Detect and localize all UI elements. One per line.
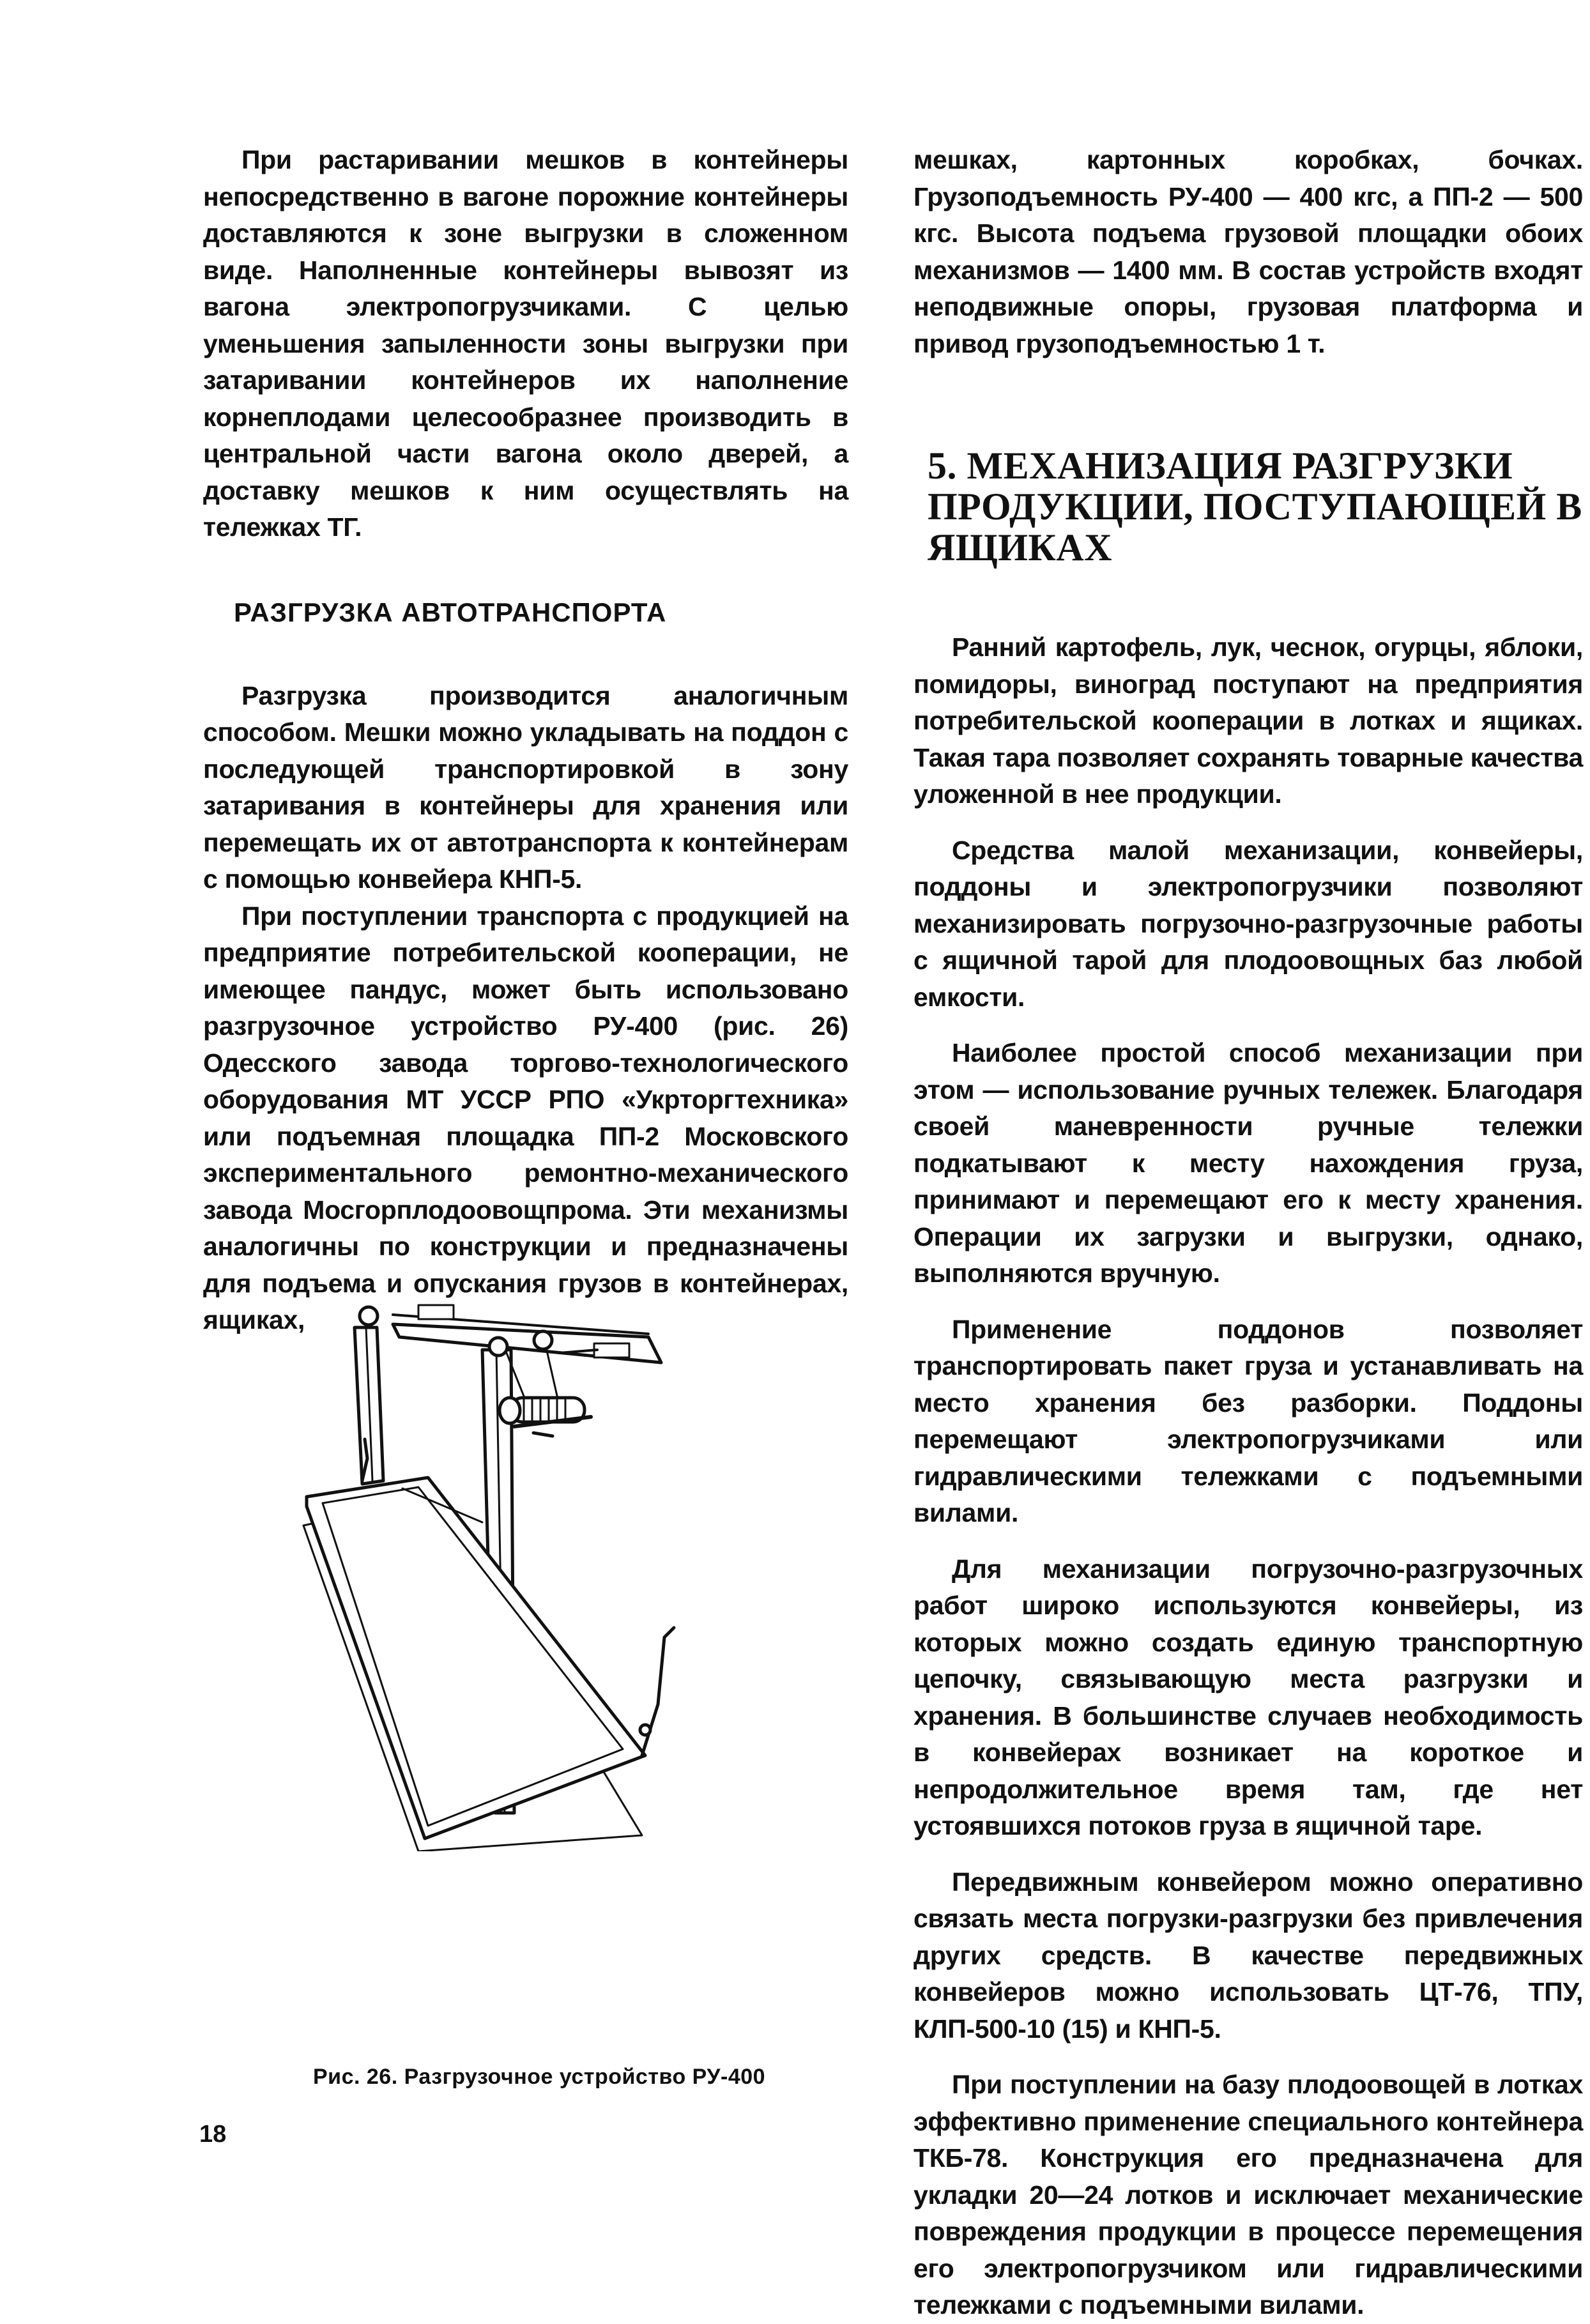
paragraph: Применение поддонов позволяет транспортировать пакет груза и устанавливать на место хранения без разборки. Поддоны перемещают электропогрузчиками или гидравлическими тележками с подъемными вилами. [913,1314,1583,1527]
paragraph: мешках, картонных коробках, бочках. Грузоподъемность РУ-400 — 400 кгс, а ПП-2 — 500 кгс. Высота подъема грузовой площадки обоих механизмов — 1400 мм. В состав устройств входят неподвижные опоры, грузовая платформа и привод грузоподъемностью 1 т. [913,145,1583,358]
wall-bracket [594,1343,629,1357]
paragraph: При поступлении транспорта с продукцией на предприятие потребительской кооперации, не имеющее пандус, может быть использовано разгрузочное устройство РУ-400 (рис. 26) Одесского завода торгово-технологического оборудования МТ УССР РПО «Укрторгтехника» или подъемная площадка ПП-2 Московского экспериментального ремонтно-механического завода Мосгорплодоовощпрома. Эти механизмы аналогичны по конструкции и предназначены для подъема и опускания грузов в контейнерах, ящиках, [203,901,848,1334]
page-number: 18 [199,2121,227,2148]
paragraph: При растаривании мешков в контейнеры непосредственно в вагоне порожние контейнеры доставляются к зоне выгрузки в сложенном виде. Наполненные контейнеры вывозят из вагона электропогрузчиками. С целью уменьшения запыленности зоны выгрузки при затаривании контейнеров их наполнение корнеплодами целесообразнее производить в центральной части вагона около дверей, а доставку мешков к ним осуществлять на тележках ТГ. [203,145,848,542]
unloading-device-illustration [291,1289,767,1851]
pulley-right [489,1338,507,1356]
figure-caption: Рис. 26. Разгрузочное устройство РУ-400 [313,2065,766,2089]
paragraph: Ранний картофель, лук, чеснок, огурцы, яблоки, помидоры, виноград поступают на предприятия потребительской кооперации в лотках и ящиках. Такая тара позволяет сохранять товарные качества уложенной в нее продукции. [913,632,1583,809]
motor [500,1398,520,1423]
paragraph: Для механизации погрузочно-разгрузочных работ широко используются конвейеры, из которых можно создать единую транспортную цепочку, связывающую места разгрузки и хранения. В большинстве случаев необходимость в конвейерах возникает на короткое и непродолжительное время там, где нет устоявшихся потоков груза в ящичной таре. [913,1554,1583,1840]
pulley-left [360,1307,378,1325]
left-column [203,142,848,1339]
right-column [913,142,1583,2324]
section-heading: 5. МЕХАНИЗАЦИЯ РАЗГРУЗКИ ПРОДУКЦИИ, ПОСТУПАЮЩЕЙ В ЯЩИКАХ [928,445,1582,569]
paragraph: Средства малой механизации, конвейеры, поддоны и электропогрузчики позволяют механизировать погрузочно-разгрузочные работы с ящичной тарой для плодоовощных баз любой емкости. [913,835,1583,1012]
cable [546,1348,559,1404]
paragraph: При поступлении на базу плодоовощей в лотках эффективно применение специального контейнера ТКБ-78. Конструкция его предназначена для укладки 20—24 лотков и исключает механические повреждения продукции в процессе перемещения его электропогрузчиком или гидравлическими тележками с подъемными вилами. [913,2070,1583,2320]
hinge [640,1725,650,1735]
pulley-far [534,1331,552,1349]
figure-unloading-device [291,1289,767,1851]
wall-bracket [418,1305,454,1319]
paragraph: Передвижным конвейером можно оперативно связать места погрузки-разгрузки без привлечения других средств. В качестве передвижных конвейеров можно использовать ЦТ-76, ТПУ, КЛП-500-10 (15) и КНП-5. [913,1867,1583,2044]
paragraph: Разгрузка производится аналогичным способом. Мешки можно укладывать на поддон с последующей транспортировкой в зону затаривания в контейнеры для хранения или перемещать их от автотранспорта к контейнерам с помощью конвейера КНП-5. [203,680,848,894]
paragraph: Наиболее простой способ механизации при этом — использование ручных тележек. Благодаря своей маневренности ручные тележки подкатывают к месту нахождения груза, принимают и перемещают его к месту хранения. Операции их загрузки и выгрузки, однако, выполняются вручную. [913,1038,1583,1288]
subheading: РАЗГРУЗКА АВТОТРАНСПОРТА [234,597,667,627]
